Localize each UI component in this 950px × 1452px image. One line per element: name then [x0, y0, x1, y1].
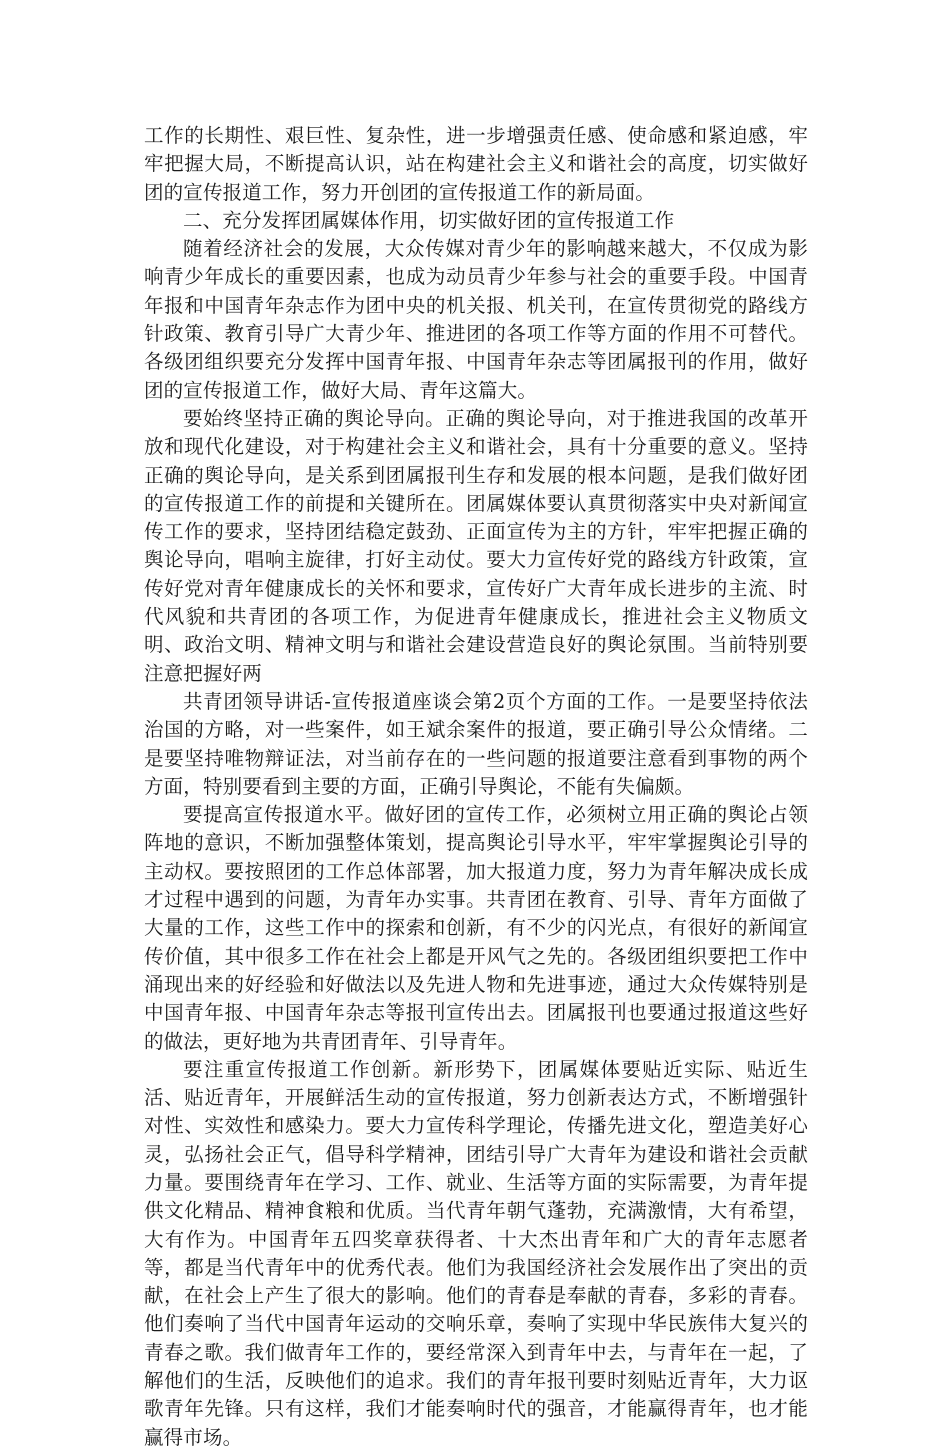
paragraph-page-two: 共青团领导讲话-宣传报道座谈会第2页个方面的工作。一是要坚持依法治国的方略，对一些案件，如王斌余案件的报道，要正确引导公众情绪。二是要坚持唯物辩证法，对当前存在的一些问题的报道要注意看到事物的两个方面，特别要看到主要的方面，正确引导舆论，不能有失偏颇。 — [144, 689, 808, 798]
paragraph-opinion-guidance: 要始终坚持正确的舆论导向。正确的舆论导向，对于推进我国的改革开放和现代化建设，对于构建社会主义和谐社会，具有十分重要的意义。坚持正确的舆论导向，是关系到团属报刊生存和发展的根本问题，是我们做好团的宣传报道工作的前提和关键所在。团属媒体要认真贯彻落实中央对新闻宣传工作的要求，坚持团结稳定鼓劲、正面宣传为主的方针，牢牢把握正确的舆论导向，唱响主旋律，打好主动仗。要大力宣传好党的路线方针政策，宣传好党对青年健康成长的关怀和要求，宣传好广大青年成长进步的主流、时代风貌和共青团的各项工作，为促进青年健康成长，推进社会主义物质文明、政治文明、精神文明与和谐社会建设营造良好的舆论氛围。当前特别要注意把握好两 — [144, 406, 808, 685]
paragraph-reporting-level: 要提高宣传报道水平。做好团的宣传工作，必须树立用正确的舆论占领阵地的意识，不断加强整体策划，提高舆论引导水平，牢牢掌握舆论引导的主动权。要按照团的工作总体部署，加大报道力度，努力为青年解决成长成才过程中遇到的问题，为青年办实事。共青团在教育、引导、青年方面做了大量的工作，这些工作中的探索和创新，有不少的闪光点，有很好的新闻宣传价值，其中很多工作在社会上都是开风气之先的。各级团组织要把工作中涌现出来的好经验和好做法以及先进人物和先进事迹，通过大众传媒特别是中国青年报、中国青年杂志等报刊宣传出去。团属报刊也要通过报道这些好的做法，更好地为共青团青年、引导青年。 — [144, 803, 808, 1053]
paragraph-continuation: 工作的长期性、艰巨性、复杂性，进一步增强责任感、使命感和紧迫感，牢牢把握大局，不断提高认识，站在构建社会主义和谐社会的高度，切实做好团的宣传报道工作，努力开创团的宣传报道工作的新局面。 — [144, 124, 808, 204]
section-heading: 二、充分发挥团属媒体作用，切实做好团的宣传报道工作 — [183, 208, 675, 232]
paragraph-media-role: 随着经济社会的发展，大众传媒对青少年的影响越来越大，不仅成为影响青少年成长的重要因素，也成为动员青少年参与社会的重要手段。中国青年报和中国青年杂志作为团中央的机关报、机关刊，在宣传贯彻党的路线方针政策、教育引导广大青少年、推进团的各项工作等方面的作用不可替代。各级团组织要充分发挥中国青年报、中国青年杂志等团属报刊的作用，做好团的宣传报道工作，做好大局、青年这篇大。 — [144, 237, 808, 402]
paragraph-innovation: 要注重宣传报道工作创新。新形势下，团属媒体要贴近实际、贴近生活、贴近青年，开展鲜活生动的宣传报道，努力创新表达方式，不断增强针对性、实效性和感染力。要大力宣传科学理论，传播先进文化，塑造美好心灵，弘扬社会正气，倡导科学精神，团结引导广大青年为建设和谐社会贡献力量。要围绕青年在学习、工作、就业、生活等方面的实际需要，为青年提供文化精品、精神食粮和优质。当代青年朝气蓬勃，充满激情，大有希望，大有作为。中国青年五四奖章获得者、十大杰出青年和广大的青年志愿者等，都是当代青年中的优秀代表。他们为我国经济社会发展作出了突出的贡献，在社会上产生了很大的影响。他们的青春是奉献的青春，多彩的青春。他们奏响了当代中国青年运动的交响乐章，奏响了实现中华民族伟大复兴的青春之歌。我们做青年工作的，要经常深入到青年中去，与青年在一起，了解他们的生活，反映他们的追求。我们的青年报刊要时刻贴近青年，大力讴歌青年先锋。只有这样，我们才能奏响时代的强音，才能赢得青年，也才能赢得市场。 — [144, 1057, 808, 1449]
document-body — [144, 122, 808, 1452]
